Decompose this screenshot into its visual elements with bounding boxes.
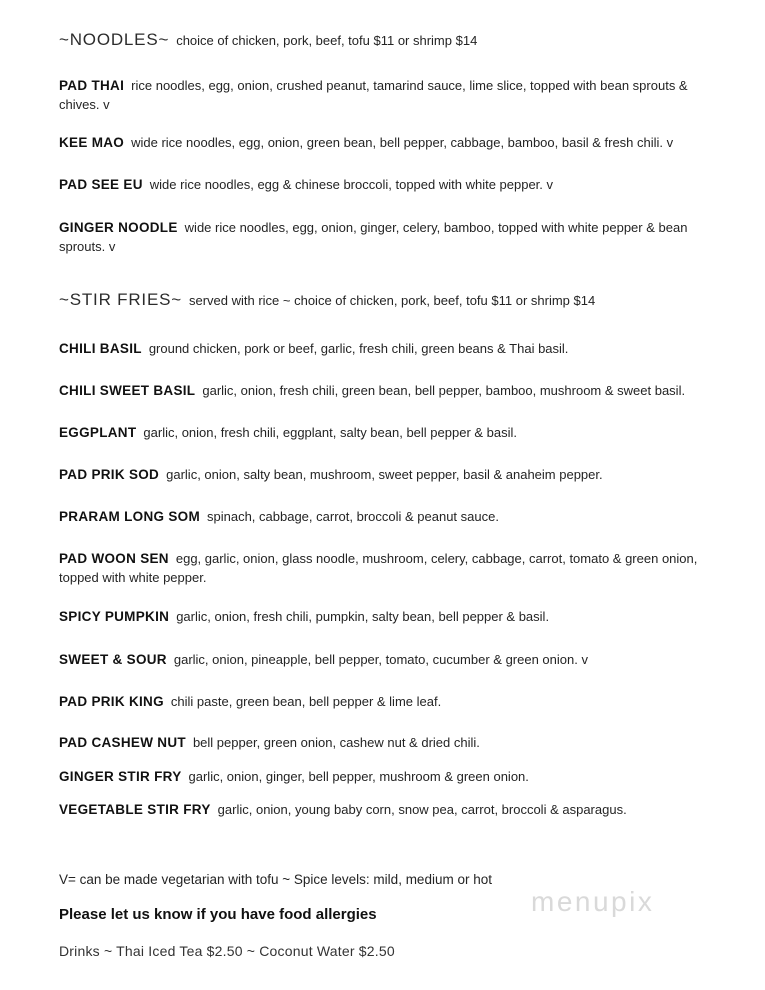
menu-item — [59, 507, 709, 526]
section-header — [59, 290, 709, 310]
item-desc: garlic, onion, ginger, bell pepper, mushroom & green onion. — [188, 769, 529, 784]
menu-item — [59, 767, 709, 786]
menu-item — [59, 549, 709, 587]
menu-item — [59, 175, 709, 194]
veg-note: V= can be made vegetarian with tofu ~ Spice levels: mild, medium or hot — [59, 872, 492, 887]
item-desc: rice noodles, egg, onion, crushed peanut, tamarind sauce, lime slice, topped with bean sprouts & chives. v — [59, 78, 688, 112]
item-name: CHILI BASIL — [59, 341, 142, 356]
item-name: GINGER NOODLE — [59, 220, 178, 235]
item-name: PRARAM LONG SOM — [59, 509, 200, 524]
section-header — [59, 30, 709, 50]
section-subtitle: served with rice ~ choice of chicken, pork, beef, tofu $11 or shrimp $14 — [188, 293, 596, 308]
item-name: GINGER STIR FRY — [59, 769, 182, 784]
drinks-note: Drinks ~ Thai Iced Tea $2.50 ~ Coconut Water $2.50 — [59, 943, 395, 959]
item-name: SPICY PUMPKIN — [59, 609, 170, 624]
item-name: PAD CASHEW NUT — [59, 735, 186, 750]
menu-item — [59, 465, 709, 484]
item-desc: bell pepper, green onion, cashew nut & dried chili. — [192, 735, 480, 750]
menu-item — [59, 381, 709, 400]
item-desc: garlic, onion, fresh chili, eggplant, salty bean, bell pepper & basil. — [143, 425, 518, 440]
section-title: ~STIR FRIES~ — [59, 290, 182, 309]
menu-item — [59, 650, 709, 669]
item-desc: garlic, onion, young baby corn, snow pea, carrot, broccoli & asparagus. — [217, 802, 627, 817]
item-desc: garlic, onion, salty bean, mushroom, sweet pepper, basil & anaheim pepper. — [166, 467, 603, 482]
item-name: PAD WOON SEN — [59, 551, 169, 566]
menu-item — [59, 733, 709, 752]
section-subtitle: choice of chicken, pork, beef, tofu $11 or shrimp $14 — [176, 33, 478, 48]
menu-item — [59, 607, 709, 626]
menu-item — [59, 76, 709, 114]
menu-item — [59, 423, 709, 442]
item-name: CHILI SWEET BASIL — [59, 383, 196, 398]
menu-item — [59, 218, 709, 256]
section-noodles — [59, 30, 709, 256]
item-desc: garlic, onion, pineapple, bell pepper, tomato, cucumber & green onion. v — [173, 652, 588, 667]
item-desc: egg, garlic, onion, glass noodle, mushroom, celery, cabbage, carrot, tomato & green onion, topped with white pepper. — [59, 551, 698, 585]
item-desc: garlic, onion, fresh chili, pumpkin, salty bean, bell pepper & basil. — [176, 609, 550, 624]
item-name: KEE MAO — [59, 135, 125, 150]
item-desc: wide rice noodles, egg, onion, green bean, bell pepper, cabbage, bamboo, basil & fresh chili. v — [131, 135, 674, 150]
item-desc: spinach, cabbage, carrot, broccoli & peanut sauce. — [207, 509, 499, 524]
item-desc: garlic, onion, fresh chili, green bean, bell pepper, bamboo, mushroom & sweet basil. — [202, 383, 686, 398]
item-desc: wide rice noodles, egg & chinese broccoli, topped with white pepper. v — [149, 177, 554, 192]
item-desc: wide rice noodles, egg, onion, ginger, celery, bamboo, topped with white pepper & bean sprouts. v — [59, 220, 688, 254]
menu-item — [59, 800, 709, 819]
item-name: PAD PRIK KING — [59, 694, 164, 709]
section-title: ~NOODLES~ — [59, 30, 170, 49]
item-name: VEGETABLE STIR FRY — [59, 802, 211, 817]
item-name: PAD PRIK SOD — [59, 467, 160, 482]
menu-item — [59, 339, 709, 358]
item-desc: ground chicken, pork or beef, garlic, fresh chili, green beans & Thai basil. — [148, 341, 569, 356]
allergy-note: Please let us know if you have food allergies — [59, 906, 377, 923]
item-name: SWEET & SOUR — [59, 652, 167, 667]
menupix-watermark: menupix — [531, 886, 655, 917]
item-desc: chili paste, green bean, bell pepper & lime leaf. — [170, 694, 442, 709]
section-stir-fries — [59, 290, 709, 819]
item-name: PAD THAI — [59, 78, 125, 93]
menu-item — [59, 692, 709, 711]
item-name: PAD SEE EU — [59, 177, 143, 192]
menu-item — [59, 133, 709, 152]
item-name: EGGPLANT — [59, 425, 137, 440]
